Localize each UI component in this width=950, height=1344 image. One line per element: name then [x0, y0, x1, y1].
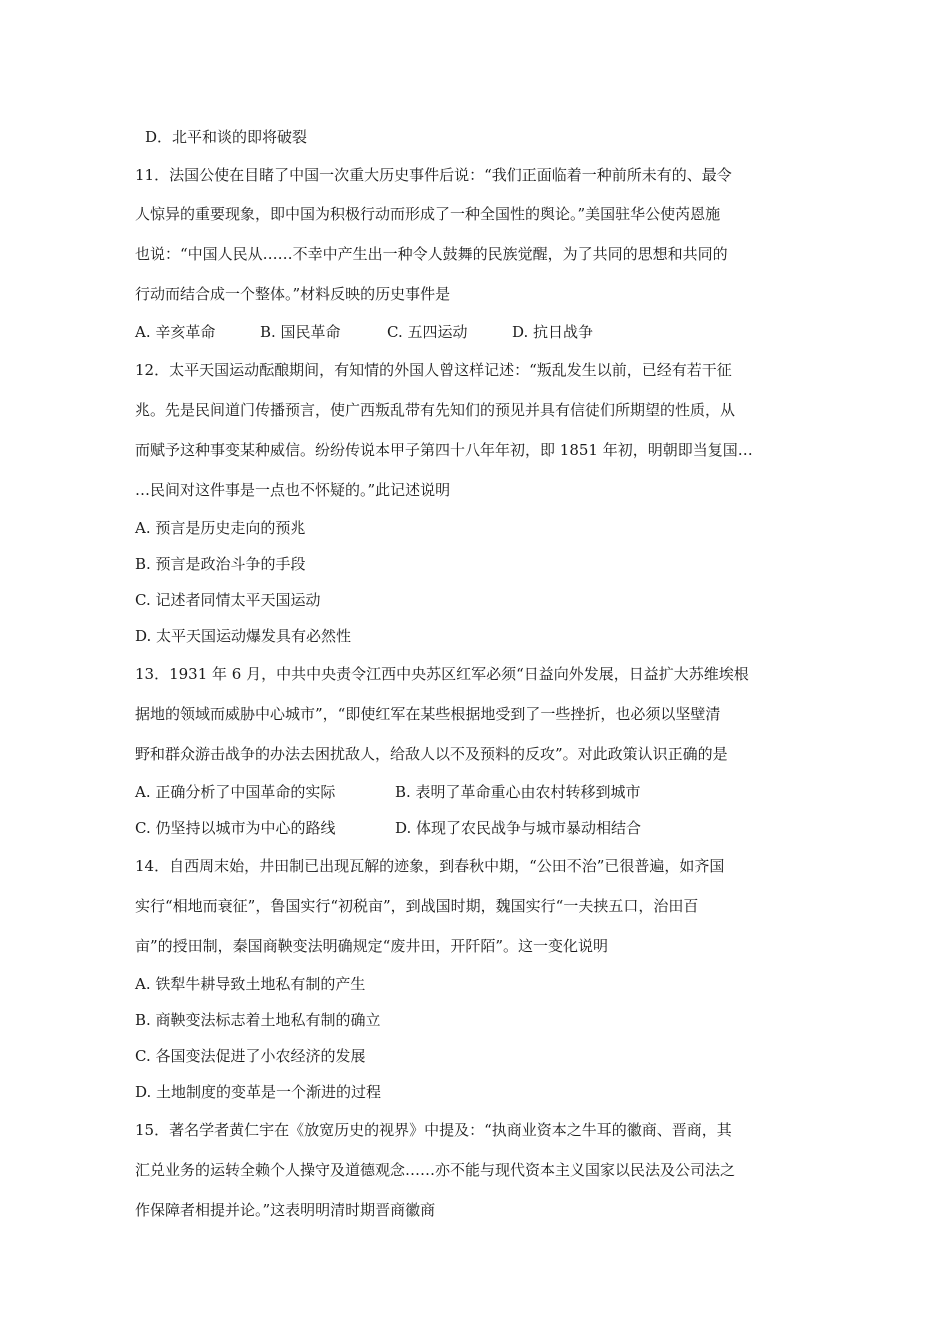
q13-stem-line: 据地的领域而威胁中心城市”，“即使红军在某些根据地受到了一些挫折，也必须以坚壁清 — [135, 705, 721, 723]
q12-option-a[interactable]: A. 预言是历史走向的预兆 — [135, 519, 306, 537]
q12-stem-line: 12．太平天国运动酝酿期间，有知情的外国人曾这样记述：“叛乱发生以前，已经有若干征 — [135, 361, 732, 379]
q14-option-a[interactable]: A. 铁犁牛耕导致土地私有制的产生 — [135, 975, 366, 993]
q11-stem-line: 人惊异的重要现象，即中国为积极行动而形成了一种全国性的舆论。”美国驻华公使芮恩施 — [135, 205, 721, 223]
q13-option-d[interactable]: D. 体现了农民战争与城市暴动相结合 — [395, 819, 642, 837]
q13-option-b[interactable]: B. 表明了革命重心由农村转移到城市 — [395, 783, 641, 801]
q11-stem-line: 也说：“中国人民从……不幸中产生出一种令人鼓舞的民族觉醒，为了共同的思想和共同的 — [135, 245, 728, 263]
q12-stem-line: 而赋予这种事变某种威信。纷纷传说本甲子第四十八年年初，即 1851 年初，明朝即当复国… — [135, 441, 753, 459]
q15-stem-line: 作保障者相提并论。”这表明明清时期晋商徽商 — [135, 1201, 436, 1219]
q13-option-a[interactable]: A. 正确分析了中国革命的实际 — [135, 783, 336, 801]
q14-stem-line: 实行“相地而衰征”，鲁国实行“初税亩”，到战国时期，魏国实行“一夫挟五口，治田百 — [135, 897, 699, 915]
q11-stem-line: 11．法国公使在目睹了中国一次重大历史事件后说：“我们正面临着一种前所未有的、最令 — [135, 166, 732, 184]
q13-option-c[interactable]: C. 仍坚持以城市为中心的路线 — [135, 819, 336, 837]
q10-option-d: D．北平和谈的即将破裂 — [145, 128, 308, 146]
q12-stem-line: 兆。先是民间道门传播预言，使广西叛乱带有先知们的预见并具有信徒们所期望的性质，从 — [135, 401, 736, 419]
q11-option-c[interactable]: C. 五四运动 — [387, 323, 468, 341]
q11-option-d[interactable]: D. 抗日战争 — [512, 323, 594, 341]
q11-option-a[interactable]: A. 辛亥革命 — [135, 323, 216, 341]
q14-stem-line: 14．自西周末始，井田制已出现瓦解的迹象，到春秋中期，“公田不治”已很普遍，如齐国 — [135, 857, 725, 875]
q12-stem-line: …民间对这件事是一点也不怀疑的。”此记述说明 — [135, 481, 451, 499]
q11-option-b[interactable]: B. 国民革命 — [260, 323, 341, 341]
q14-stem-line: 亩”的授田制，秦国商鞅变法明确规定“废井田，开阡陌”。这一变化说明 — [135, 937, 609, 955]
q14-option-c[interactable]: C. 各国变法促进了小农经济的发展 — [135, 1047, 366, 1065]
q13-stem-line: 野和群众游击战争的办法去困扰敌人，给敌人以不及预料的反攻”。对此政策认识正确的是 — [135, 745, 728, 763]
q13-stem-line: 13．1931 年 6 月，中共中央责令江西中央苏区红军必须“日益向外发展，日益扩大苏维埃根 — [135, 665, 749, 683]
q15-stem-line: 汇兑业务的运转全赖个人操守及道德观念……亦不能与现代资本主义国家以民法及公司法之 — [135, 1161, 736, 1179]
q12-option-b[interactable]: B. 预言是政治斗争的手段 — [135, 555, 306, 573]
q12-option-d[interactable]: D. 太平天国运动爆发具有必然性 — [135, 627, 352, 645]
q14-option-d[interactable]: D. 土地制度的变革是一个渐进的过程 — [135, 1083, 382, 1101]
q12-option-c[interactable]: C. 记述者同情太平天国运动 — [135, 591, 321, 609]
q14-option-b[interactable]: B. 商鞅变法标志着土地私有制的确立 — [135, 1011, 381, 1029]
q15-stem-line: 15．著名学者黄仁宇在《放宽历史的视界》中提及：“执商业资本之牛耳的徽商、晋商，其 — [135, 1121, 732, 1139]
q11-stem-line: 行动而结合成一个整体。”材料反映的历史事件是 — [135, 285, 451, 303]
